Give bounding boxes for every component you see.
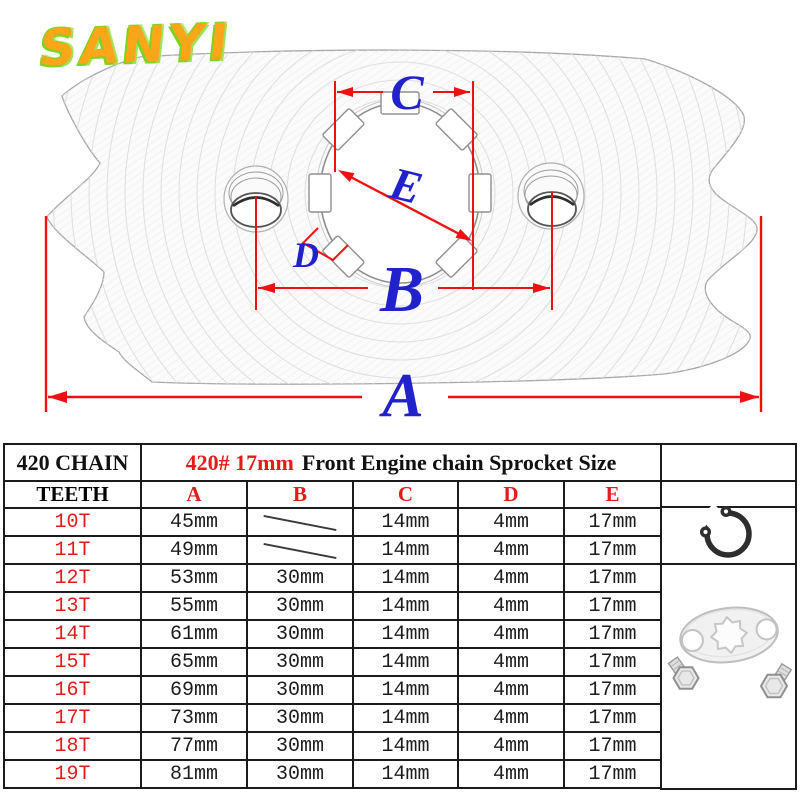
value-a: 77mm — [141, 732, 247, 760]
teeth-cell: 14T — [4, 620, 141, 648]
teeth-cell: 13T — [4, 592, 141, 620]
hardware-panel — [660, 443, 797, 790]
table-row — [4, 648, 661, 676]
value-a: 53mm — [141, 564, 247, 592]
col-header-d: D — [458, 481, 564, 508]
value-d: 4mm — [458, 676, 564, 704]
value-a: 61mm — [141, 620, 247, 648]
table-row — [4, 676, 661, 704]
value-d: 4mm — [458, 760, 564, 788]
value-e: 17mm — [564, 676, 661, 704]
value-c: 14mm — [353, 732, 458, 760]
value-d: 4mm — [458, 648, 564, 676]
dim-label-a: A — [382, 362, 424, 430]
table-row — [4, 536, 661, 564]
teeth-cell: 18T — [4, 732, 141, 760]
table-row — [4, 564, 661, 592]
value-b: 30mm — [247, 648, 353, 676]
value-a: 81mm — [141, 760, 247, 788]
col-header-a: A — [141, 481, 247, 508]
value-e: 17mm — [564, 704, 661, 732]
value-c: 14mm — [353, 620, 458, 648]
value-a: 55mm — [141, 592, 247, 620]
value-b: 30mm — [247, 760, 353, 788]
value-a: 65mm — [141, 648, 247, 676]
not-applicable-slash — [263, 515, 336, 531]
teeth-cell: 12T — [4, 564, 141, 592]
hex-bolt-right — [761, 664, 791, 697]
value-e: 17mm — [564, 536, 661, 564]
col-header-e: E — [564, 481, 661, 508]
value-d: 4mm — [458, 620, 564, 648]
value-e: 17mm — [564, 564, 661, 592]
value-a: 73mm — [141, 704, 247, 732]
value-c: 14mm — [353, 676, 458, 704]
table-row — [4, 760, 661, 788]
value-b: 30mm — [247, 676, 353, 704]
value-e: 17mm — [564, 620, 661, 648]
value-c: 14mm — [353, 536, 458, 564]
col-header-teeth: TEETH — [4, 481, 141, 508]
value-c: 14mm — [353, 592, 458, 620]
teeth-cell: 17T — [4, 704, 141, 732]
teeth-cell: 19T — [4, 760, 141, 788]
value-e: 17mm — [564, 592, 661, 620]
spec-table — [3, 443, 662, 789]
lock-plate-and-bolts-image — [662, 565, 795, 788]
col-header-c: C — [353, 481, 458, 508]
dim-label-c: C — [390, 64, 424, 120]
value-b: 30mm — [247, 592, 353, 620]
value-b: 30mm — [247, 732, 353, 760]
teeth-cell: 11T — [4, 536, 141, 564]
value-b: 30mm — [247, 564, 353, 592]
value-d: 4mm — [458, 536, 564, 564]
table-title — [141, 444, 661, 481]
value-d: 4mm — [458, 592, 564, 620]
table-row — [4, 704, 661, 732]
value-b — [247, 536, 353, 564]
teeth-cell: 16T — [4, 676, 141, 704]
table-row — [4, 592, 661, 620]
value-c: 14mm — [353, 564, 458, 592]
value-d: 4mm — [458, 732, 564, 760]
chain-type-header: 420 CHAIN — [4, 444, 141, 481]
value-d: 4mm — [458, 508, 564, 536]
brand-logo: SANYI — [36, 12, 235, 78]
table-title-red: 420# 17mm — [185, 449, 294, 475]
value-a: 69mm — [141, 676, 247, 704]
spec-table-body — [4, 444, 661, 788]
value-b: 30mm — [247, 620, 353, 648]
value-d: 4mm — [458, 704, 564, 732]
value-c: 14mm — [353, 760, 458, 788]
value-a: 49mm — [141, 536, 247, 564]
hex-bolt-left — [668, 657, 698, 689]
dim-label-b: B — [379, 253, 425, 326]
teeth-cell: 15T — [4, 648, 141, 676]
panel-divider — [662, 480, 795, 482]
value-c: 14mm — [353, 704, 458, 732]
value-e: 17mm — [564, 732, 661, 760]
value-d: 4mm — [458, 564, 564, 592]
dim-label-d: D — [293, 235, 319, 275]
not-applicable-slash — [263, 543, 336, 559]
value-b: 30mm — [247, 704, 353, 732]
col-header-b: B — [247, 481, 353, 508]
teeth-cell: 10T — [4, 508, 141, 536]
sprocket-lock-plate — [677, 602, 781, 668]
value-e: 17mm — [564, 760, 661, 788]
value-c: 14mm — [353, 508, 458, 536]
value-e: 17mm — [564, 508, 661, 536]
value-e: 17mm — [564, 648, 661, 676]
table-row — [4, 732, 661, 760]
value-b — [247, 508, 353, 536]
table-title-black: Front Engine chain Sprocket Size — [301, 449, 617, 475]
table-row — [4, 508, 661, 536]
value-a: 45mm — [141, 508, 247, 536]
retaining-circlip-image — [662, 506, 795, 561]
value-c: 14mm — [353, 648, 458, 676]
dim-label-e: E — [385, 157, 428, 214]
table-row — [4, 620, 661, 648]
